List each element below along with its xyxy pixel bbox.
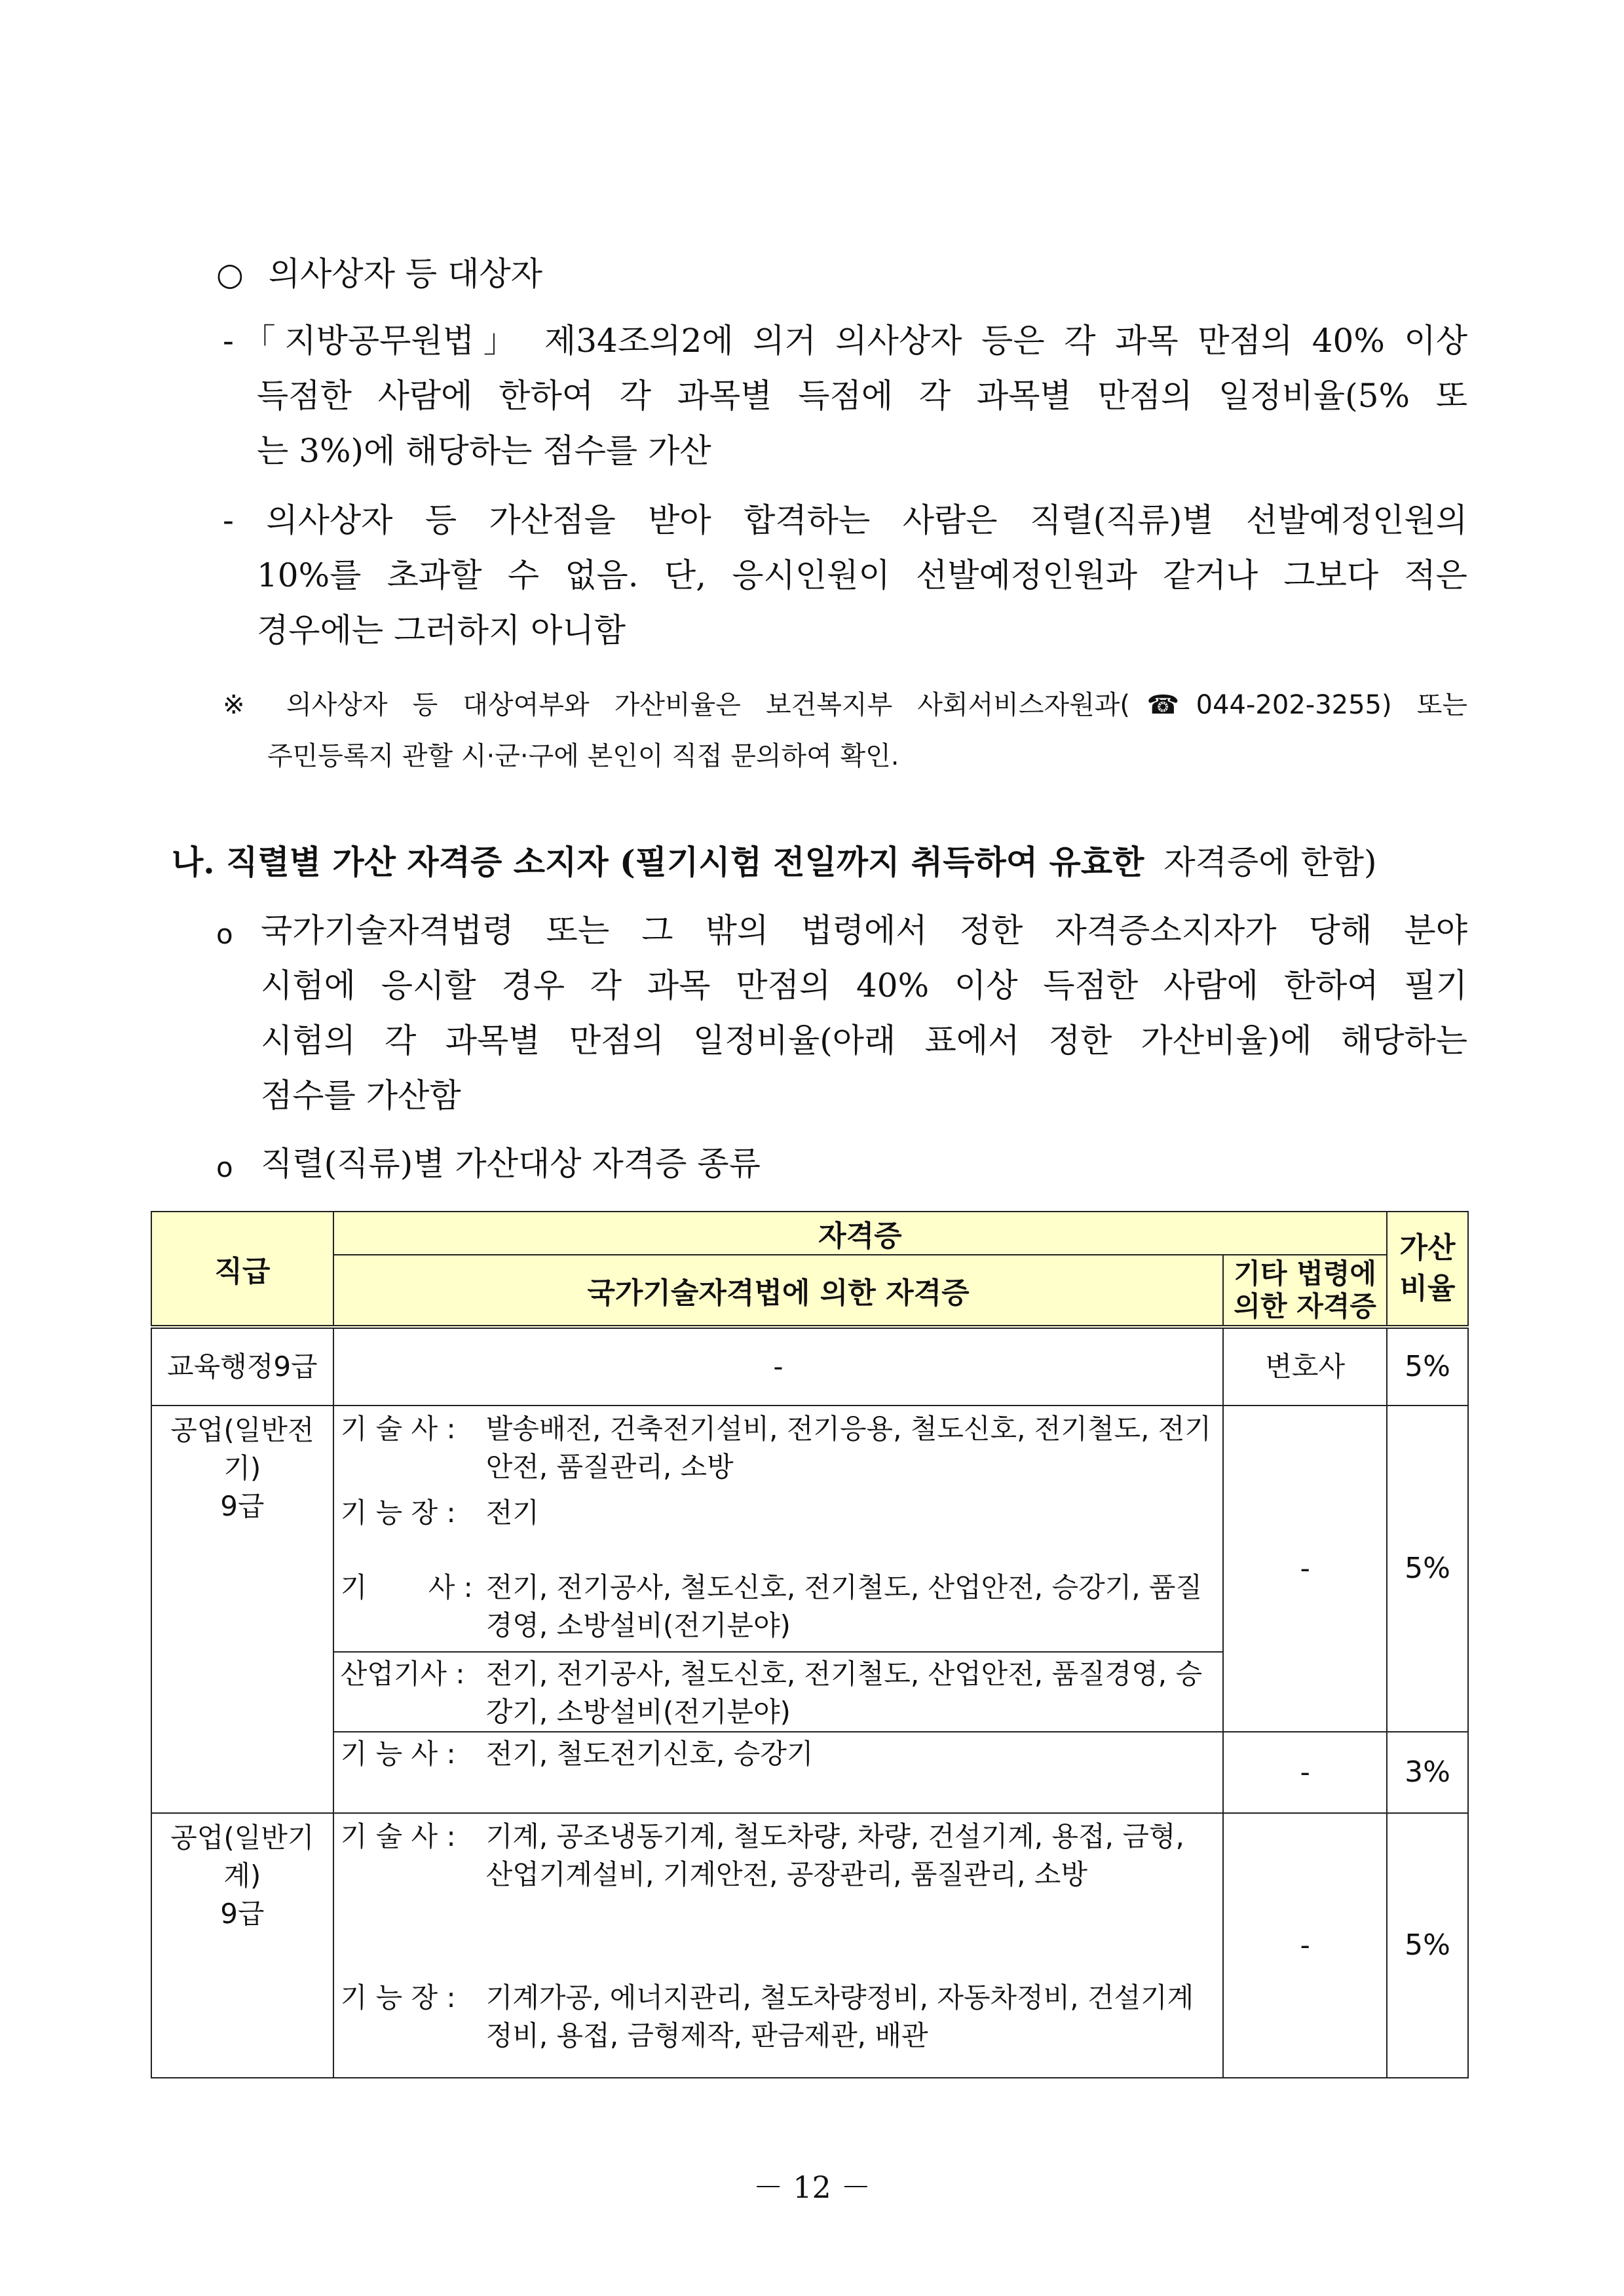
qual-entry bbox=[334, 1979, 1223, 2055]
rate-cell: 5% bbox=[1387, 1813, 1468, 2078]
section1-title-row bbox=[216, 250, 542, 298]
other-cell: - bbox=[1223, 1732, 1387, 1813]
qual-label: 기 능 장 : bbox=[340, 1981, 456, 2014]
qual-entry bbox=[334, 1818, 1223, 1894]
qual-label: 기 사 : bbox=[340, 1571, 473, 1603]
text-line: - 의사상자 등 가산점을 받아 합격하는 사람은 직렬(직류)별 선발예정인원의 bbox=[223, 501, 1467, 539]
qual-label: 기 술 사 : bbox=[340, 1413, 456, 1445]
table-row bbox=[151, 1327, 1468, 1406]
small-circle-bullet-icon: o bbox=[216, 918, 233, 950]
qual-text: 기계가공, 에너지관리, 철도차량정비, 자동차정비, 건설기계정비, 용접, 금형제작, 판금제관, 배관 bbox=[485, 1981, 1194, 2052]
text-line: 는 3%)에 해당하는 점수를 가산 bbox=[257, 432, 711, 470]
table-header-row bbox=[151, 1212, 1468, 1255]
header-rate: 가산 비율 bbox=[1387, 1212, 1468, 1327]
section1-title: 의사상자 등 대상자 bbox=[268, 255, 542, 293]
qual-label: 기 술 사 : bbox=[340, 1820, 456, 1852]
header-cert: 자격증 bbox=[333, 1212, 1387, 1255]
national-cell bbox=[333, 1406, 1224, 1732]
table-row bbox=[151, 1406, 1468, 1732]
other-cell: - bbox=[1223, 1813, 1387, 2078]
section2-heading-bold: 나. 직렬별 가산 자격증 소지자 (필기시험 전일까지 취득하여 유효한 bbox=[172, 843, 1144, 881]
table-row bbox=[151, 1732, 1468, 1813]
rate-cell: 5% bbox=[1387, 1327, 1468, 1406]
header-grade: 직급 bbox=[151, 1212, 333, 1327]
grade-cell: 공업(일반전기) 9급 bbox=[151, 1406, 333, 1813]
note-line: 주민등록지 관할 시·군·구에 본인이 직접 문의하여 확인. bbox=[267, 741, 899, 771]
national-cell: - bbox=[333, 1327, 1224, 1406]
table-header-row bbox=[151, 1255, 1468, 1327]
national-cell bbox=[333, 1813, 1224, 2078]
text-line: 득점한 사람에 한하여 각 과목별 득점에 각 과목별 만점의 일정비율(5% 또 bbox=[257, 377, 1467, 415]
other-cell: 변호사 bbox=[1223, 1327, 1387, 1406]
rate-cell: 5% bbox=[1387, 1406, 1468, 1732]
grade-cell: 교육행정9급 bbox=[151, 1327, 333, 1406]
national-cell bbox=[333, 1732, 1224, 1813]
text-line: 시험의 각 과목별 만점의 일정비율(아래 표에서 정한 가산비율)에 해당하는 bbox=[261, 1022, 1467, 1060]
text-line: 시험에 응시할 경우 각 과목 만점의 40% 이상 득점한 사람에 한하여 필기 bbox=[261, 966, 1467, 1004]
qual-entry bbox=[334, 1410, 1223, 1486]
text-line: 10%를 초과할 수 없음. 단, 응시인원이 선발예정인원과 같거나 그보다 적은 bbox=[257, 556, 1467, 594]
qual-entry bbox=[334, 1494, 1223, 1532]
text-line: 점수를 가산함 bbox=[261, 1077, 461, 1115]
qual-text: 전기, 전기공사, 철도신호, 전기철도, 산업안전, 승강기, 품질경영, 소방설비(전기분야) bbox=[485, 1571, 1203, 1641]
text-line: 경우에는 그러하지 아니함 bbox=[257, 611, 626, 649]
qual-text: 발송배전, 건축전기설비, 전기응용, 철도신호, 전기철도, 전기안전, 품질관리, 소방 bbox=[485, 1413, 1211, 1483]
section2-heading bbox=[172, 839, 1377, 886]
qual-label: 기 능 사 : bbox=[340, 1738, 456, 1770]
section2-heading-normal: 자격증에 한함) bbox=[1163, 843, 1377, 881]
rate-cell: 3% bbox=[1387, 1732, 1468, 1813]
qual-text: 전기 bbox=[485, 1497, 539, 1529]
qual-text: 전기, 철도전기신호, 승강기 bbox=[485, 1738, 814, 1770]
cert-table bbox=[151, 1211, 1469, 2078]
qual-entry bbox=[334, 1569, 1223, 1645]
note-line: ※ 의사상자 등 대상여부와 가산비율은 보건복지부 사회서비스자원과(☎044-202-3255) 또는 bbox=[223, 690, 1467, 720]
header-national: 국가기술자격법에 의한 자격증 bbox=[333, 1255, 1224, 1327]
grade-cell: 공업(일반기계) 9급 bbox=[151, 1813, 333, 2078]
circle-bullet-icon: ○ bbox=[216, 256, 244, 293]
page-number: － 12 － bbox=[753, 2170, 871, 2205]
text-line: -「지방공무원법」 제34조의2에 의거 의사상자 등은 각 과목 만점의 40% 이상 bbox=[223, 322, 1467, 360]
header-other: 기타 법령에 의한 자격증 bbox=[1223, 1255, 1387, 1327]
other-cell: - bbox=[1223, 1406, 1387, 1732]
qual-label: 기 능 장 : bbox=[340, 1497, 456, 1529]
text-line: 국가기술자격법령 또는 그 밖의 법령에서 정한 자격증소지자가 당해 분야 bbox=[261, 911, 1467, 949]
qual-text: 기계, 공조냉동기계, 철도차량, 차량, 건설기계, 용접, 금형, 산업기계설비, 기계안전, 공장관리, 품질관리, 소방 bbox=[485, 1820, 1184, 1890]
qual-label: 산업기사 : bbox=[340, 1658, 465, 1690]
table-row bbox=[151, 1813, 1468, 2078]
qual-text: 전기, 전기공사, 철도신호, 전기철도, 산업안전, 품질경영, 승강기, 소방설비(전기분야) bbox=[485, 1658, 1203, 1728]
qual-entry bbox=[334, 1735, 1223, 1773]
small-circle-bullet-icon: o bbox=[216, 1151, 233, 1183]
text-line: 직렬(직류)별 가산대상 자격증 종류 bbox=[261, 1145, 761, 1183]
qual-entry bbox=[334, 1651, 1223, 1731]
